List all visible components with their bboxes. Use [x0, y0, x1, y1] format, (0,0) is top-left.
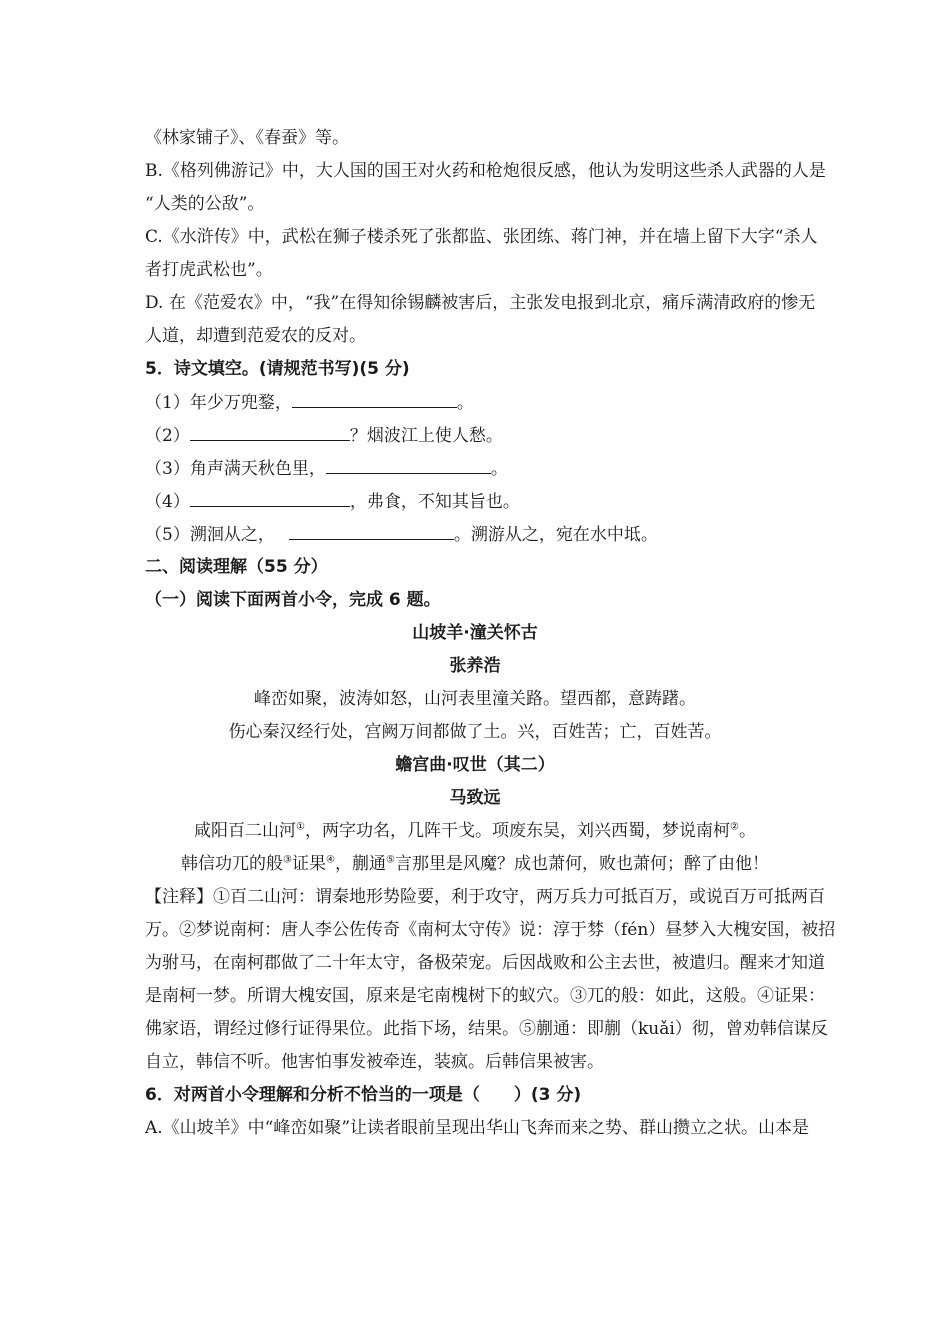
- q5-item-1-blank[interactable]: [292, 391, 457, 408]
- q5-item-5: [145, 523, 658, 546]
- q5-item-2-prefix: （2）: [145, 426, 190, 446]
- poem2-line1-c: 。: [738, 821, 756, 841]
- poem2-line1-b: ，两字功名，几阵干戈。项废东吴，刘兴西蜀，梦说南柯: [305, 821, 730, 841]
- q4-option-b-line1: B.《格列佛游记》中，大人国的国王对火药和枪炮很反感，他认为发明这些杀人武器的人是: [145, 161, 826, 181]
- part2-subsection-title: （一）阅读下面两首小令，完成 6 题。: [145, 590, 441, 610]
- poem2-title: 蟾宫曲·叹世（其二）: [395, 755, 555, 775]
- q5-item-4-suffix: ，弗食，不知其旨也。: [349, 492, 520, 512]
- poem1-line2: 伤心秦汉经行处，宫阙万间都做了土。兴，百姓苦；亡，百姓苦。: [228, 722, 722, 742]
- poem1-line1: 峰峦如聚，波涛如怒，山河表里潼关路。望西都，意踌躇。: [254, 689, 696, 709]
- poem2-line2: [0, 853, 950, 875]
- q4-continuation: 《林家铺子》、《春蚕》等。: [145, 128, 349, 148]
- q5-item-1-suffix: 。: [456, 393, 474, 413]
- q5-item-2: [145, 424, 503, 447]
- poem2-line2-b: 证果: [292, 854, 327, 874]
- q5-item-1: [145, 391, 474, 414]
- q5-item-3-blank[interactable]: [326, 457, 491, 474]
- poem2-line2-c: ，蒯通: [334, 854, 386, 874]
- poem2-line2-d: 言那里是风魔？成也萧何，败也萧何；醉了由他！: [394, 854, 769, 874]
- footnote-ref-2: ②: [730, 821, 739, 833]
- footnote-ref-4: ④: [326, 854, 335, 866]
- poem2-line2-a: 韩信功兀的般: [181, 854, 284, 874]
- q4-option-c-line1: C.《水浒传》中，武松在狮子楼杀死了张都监、张团练、蒋门神，并在墙上留下大字“杀人: [145, 227, 818, 247]
- footnote-ref-3: ③: [283, 854, 293, 866]
- q4-option-d-line1: D. 在《范爱农》中，“我”在得知徐锡麟被害后，主张发电报到北京，痛斥满清政府的惨无: [145, 293, 816, 313]
- q5-item-4: [145, 490, 520, 513]
- q6-title: 6．对两首小令理解和分析不恰当的一项是（ ）(3 分): [145, 1085, 582, 1105]
- part2-title: 二、阅读理解（55 分）: [145, 557, 328, 577]
- poem1-title: 山坡羊·潼关怀古: [412, 623, 538, 643]
- poem2-line1-a: 咸阳百二山河: [194, 821, 297, 841]
- q5-item-5-prefix: （5）溯洄从之，: [145, 525, 275, 545]
- footnote-ref-1: ①: [296, 821, 305, 833]
- q4-option-c-line2: 者打虎武松也”。: [145, 260, 273, 280]
- q5-item-5-suffix: 。溯游从之，宛在水中坻。: [453, 525, 658, 545]
- q4-option-d-line2: 人道，却遭到范爱农的反对。: [145, 326, 366, 346]
- q5-item-2-blank[interactable]: [190, 424, 350, 441]
- q5-item-4-prefix: （4）: [145, 492, 190, 512]
- notes-line6: 自立，韩信不听。他害怕事发被牵连，装疯。后韩信果被害。: [145, 1052, 604, 1072]
- poem1-author: 张养浩: [449, 656, 501, 676]
- q5-title: 5．诗文填空。(请规范书写)(5 分): [145, 359, 410, 379]
- poem2-line1: [0, 820, 950, 842]
- notes-line2: 万。②梦说南柯：唐人李公佐传奇《南柯太守传》说：淳于棼（fén）昼梦入大槐安国，被招: [145, 920, 836, 940]
- q5-item-2-suffix: ？烟波江上使人愁。: [349, 426, 503, 446]
- footnote-ref-5: ⑤: [385, 854, 395, 866]
- q5-item-5-blank[interactable]: [289, 523, 454, 540]
- q5-item-3-prefix: （3）角声满天秋色里，: [145, 459, 326, 479]
- notes-line5: 佛家语，谓经过修行证得果位。此指下场，结果。⑤蒯通：即蒯（kuǎi）彻，曾劝韩信谋反: [145, 1019, 828, 1039]
- q5-item-3-suffix: 。: [490, 459, 508, 479]
- notes-line3: 为驸马，在南柯郡做了二十年太守，备极荣宠。后因战败和公主去世，被遣归。醒来才知道: [145, 953, 825, 973]
- q5-item-4-blank[interactable]: [190, 490, 350, 507]
- q4-option-b-line2: “人类的公敌”。: [145, 194, 265, 214]
- poem2-author: 马致远: [449, 788, 501, 808]
- notes-line1: 【注释】①百二山河：谓秦地形势险要，利于攻守，两万兵力可抵百万，或说百万可抵两百: [145, 887, 825, 907]
- q6-option-a: A.《山坡羊》中“峰峦如聚”让读者眼前呈现出华山飞奔而来之势、群山攒立之状。山本是: [145, 1118, 810, 1138]
- q5-item-1-prefix: （1）年少万兜鍪，: [145, 393, 292, 413]
- notes-line4: 是南柯一梦。所谓大槐安国，原来是宅南槐树下的蚁穴。③兀的般：如此，这般。④证果：: [145, 986, 825, 1006]
- q5-item-3: [145, 457, 508, 480]
